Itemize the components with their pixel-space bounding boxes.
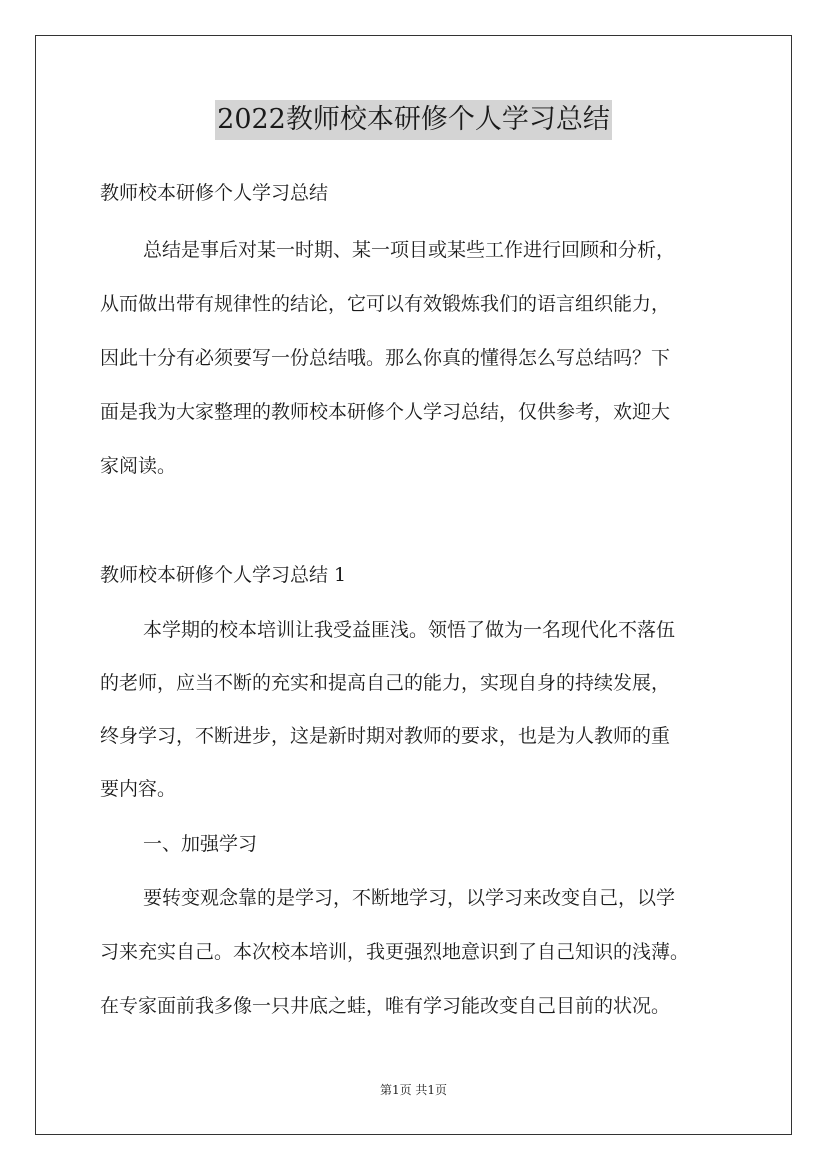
section1-line-3: 终身学习，不断进步，这是新时期对教师的要求，也是为人教师的重 — [100, 725, 671, 747]
subheading-1: 一、加强学习 — [143, 833, 258, 855]
section1-line-4: 要内容。 — [100, 778, 177, 800]
section1-line-1: 本学期的校本培训让我受益匪浅。领悟了做为一名现代化不落伍 — [143, 619, 676, 641]
section1-heading: 教师校本研修个人学习总结 1 — [100, 564, 347, 586]
section1-line-2: 的老师，应当不断的充实和提高自己的能力，实现自身的持续发展， — [100, 672, 671, 694]
intro-line-3: 因此十分有必须要写一份总结哦。那么你真的懂得怎么写总结吗？下 — [100, 347, 671, 369]
intro-line-4: 面是我为大家整理的教师校本研修个人学习总结，仅供参考，欢迎大 — [100, 401, 671, 423]
title-container — [0, 100, 827, 140]
intro-line-5: 家阅读。 — [100, 455, 177, 477]
subsection1-line-3: 在专家面前我多像一只井底之蛙，唯有学习能改变自己目前的状况。 — [100, 995, 671, 1017]
page-number-footer: 第1页 共1页 — [379, 1083, 448, 1097]
intro-heading: 教师校本研修个人学习总结 — [100, 182, 329, 204]
intro-line-2: 从而做出带有规律性的结论，它可以有效锻炼我们的语言组织能力， — [100, 293, 671, 315]
intro-line-1: 总结是事后对某一时期、某一项目或某些工作进行回顾和分析， — [143, 239, 676, 261]
subsection1-line-1: 要转变观念靠的是学习，不断地学习，以学习来改变自己，以学 — [143, 887, 676, 909]
subsection1-line-2: 习来充实自己。本次校本培训，我更强烈地意识到了自己知识的浅薄。 — [100, 941, 690, 963]
document-title: 2022教师校本研修个人学习总结 — [215, 100, 612, 140]
